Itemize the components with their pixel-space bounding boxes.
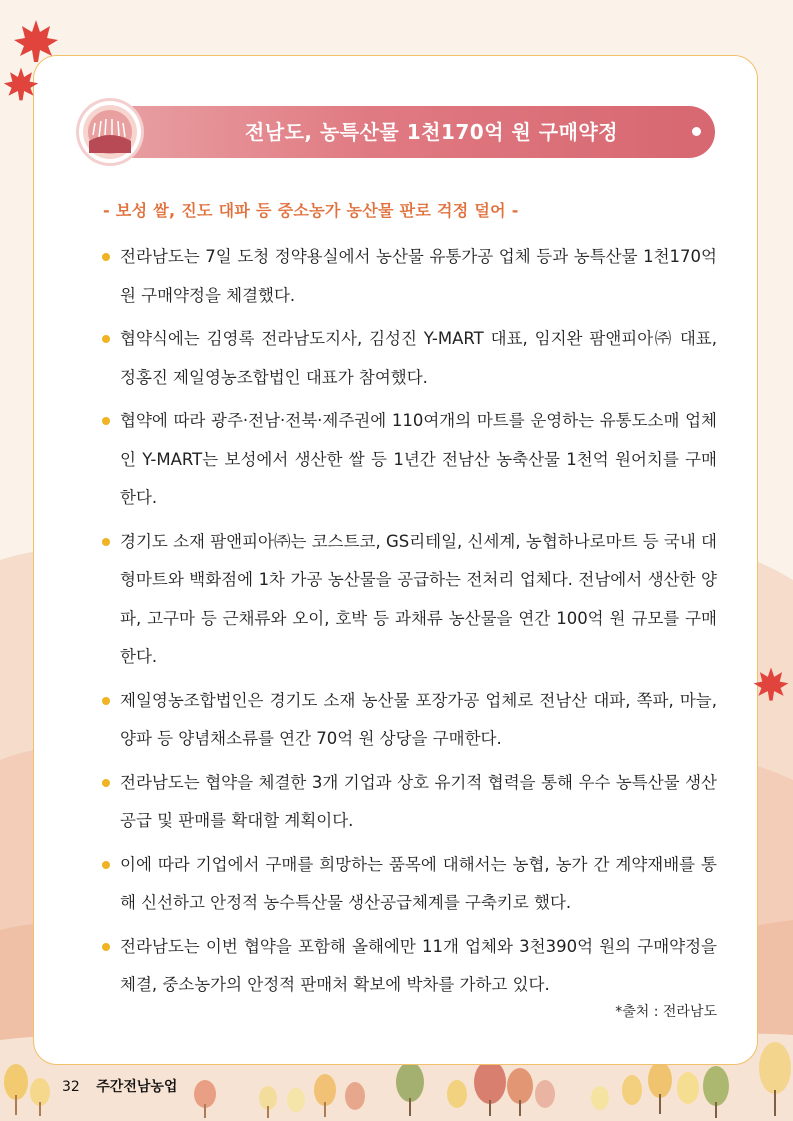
title-banner: [88, 106, 715, 158]
list-item-text: 협약에 따라 광주·전남·전북·제주권에 110여개의 마트를 운영하는 유통도소매 업체인 Y-MART는 보성에서 생산한 쌀 등 1년간 전남산 농축산물 1천억 원어치를 구매한다.: [120, 411, 717, 507]
bullet-icon: [102, 697, 110, 705]
dot-icon: [692, 127, 701, 136]
maple-leaf-icon: [2, 66, 40, 102]
page-number: 32: [62, 1079, 80, 1095]
bullet-icon: [102, 417, 110, 425]
list-item: [100, 764, 717, 841]
source-credit: *출처 : 전라남도: [615, 1004, 717, 1020]
list-item-text: 경기도 소재 팜앤피아㈜는 코스트코, GS리테일, 신세계, 농협하나로마트 등 국내 대형마트와 백화점에 1차 가공 농산물을 공급하는 전처리 업체다. 전남에서 생산한 양파, 고구마 등 근채류와 오이, 호박 등 과채류 농산물을 연간 100억 원 규모를 구매한다.: [120, 531, 717, 666]
page-footer: [62, 1076, 177, 1096]
bullet-icon: [102, 943, 110, 951]
publication-name: 주간전남농업: [96, 1079, 178, 1095]
field-illustration-icon: [79, 101, 141, 163]
list-item-text: 전라남도는 이번 협약을 포함해 올해에만 11개 업체와 3천390억 원의 구매약정을 체결, 중소농가의 안정적 판매처 확보에 박차를 가하고 있다.: [120, 936, 717, 994]
bullet-icon: [102, 335, 110, 343]
list-item-text: 이에 따라 기업에서 구매를 희망하는 품목에 대해서는 농협, 농가 간 계약재배를 통해 신선하고 안정적 농수특산물 생산공급체계를 구축키로 했다.: [120, 854, 717, 912]
maple-leaf-icon: [752, 664, 790, 704]
maple-leaf-icon: [12, 18, 60, 64]
list-item: [100, 320, 717, 397]
article-body: [100, 238, 717, 1010]
list-item: [100, 523, 717, 677]
bullet-icon: [102, 538, 110, 546]
list-item-text: 전라남도는 7일 도청 정약용실에서 농산물 유통가공 업체 등과 농특산물 1천170억 원 구매약정을 체결했다.: [120, 247, 717, 305]
list-item: [100, 402, 717, 518]
bullet-icon: [102, 253, 110, 261]
list-item: [100, 928, 717, 1005]
bullet-icon: [102, 861, 110, 869]
bullet-icon: [102, 779, 110, 787]
list-item-text: 제일영농조합법인은 경기도 소재 농산물 포장가공 업체로 전남산 대파, 쪽파, 마늘, 양파 등 양념채소류를 연간 70억 원 상당을 구매한다.: [120, 690, 717, 748]
list-item: [100, 238, 717, 315]
list-item: [100, 846, 717, 923]
subtitle: - 보성 쌀, 진도 대파 등 중소농가 농산물 판로 걱정 덜어 -: [103, 201, 519, 220]
page-title: 전남도, 농특산물 1천170억 원 구매약정: [244, 120, 619, 144]
list-item: [100, 682, 717, 759]
list-item-text: 전라남도는 협약을 체결한 3개 기업과 상호 유기적 협력을 통해 우수 농특산물 생산공급 및 판매를 확대할 계획이다.: [120, 772, 717, 830]
list-item-text: 협약식에는 김영록 전라남도지사, 김성진 Y-MART 대표, 임지완 팜앤피아㈜ 대표, 정홍진 제일영농조합법인 대표가 참여했다.: [120, 329, 717, 387]
